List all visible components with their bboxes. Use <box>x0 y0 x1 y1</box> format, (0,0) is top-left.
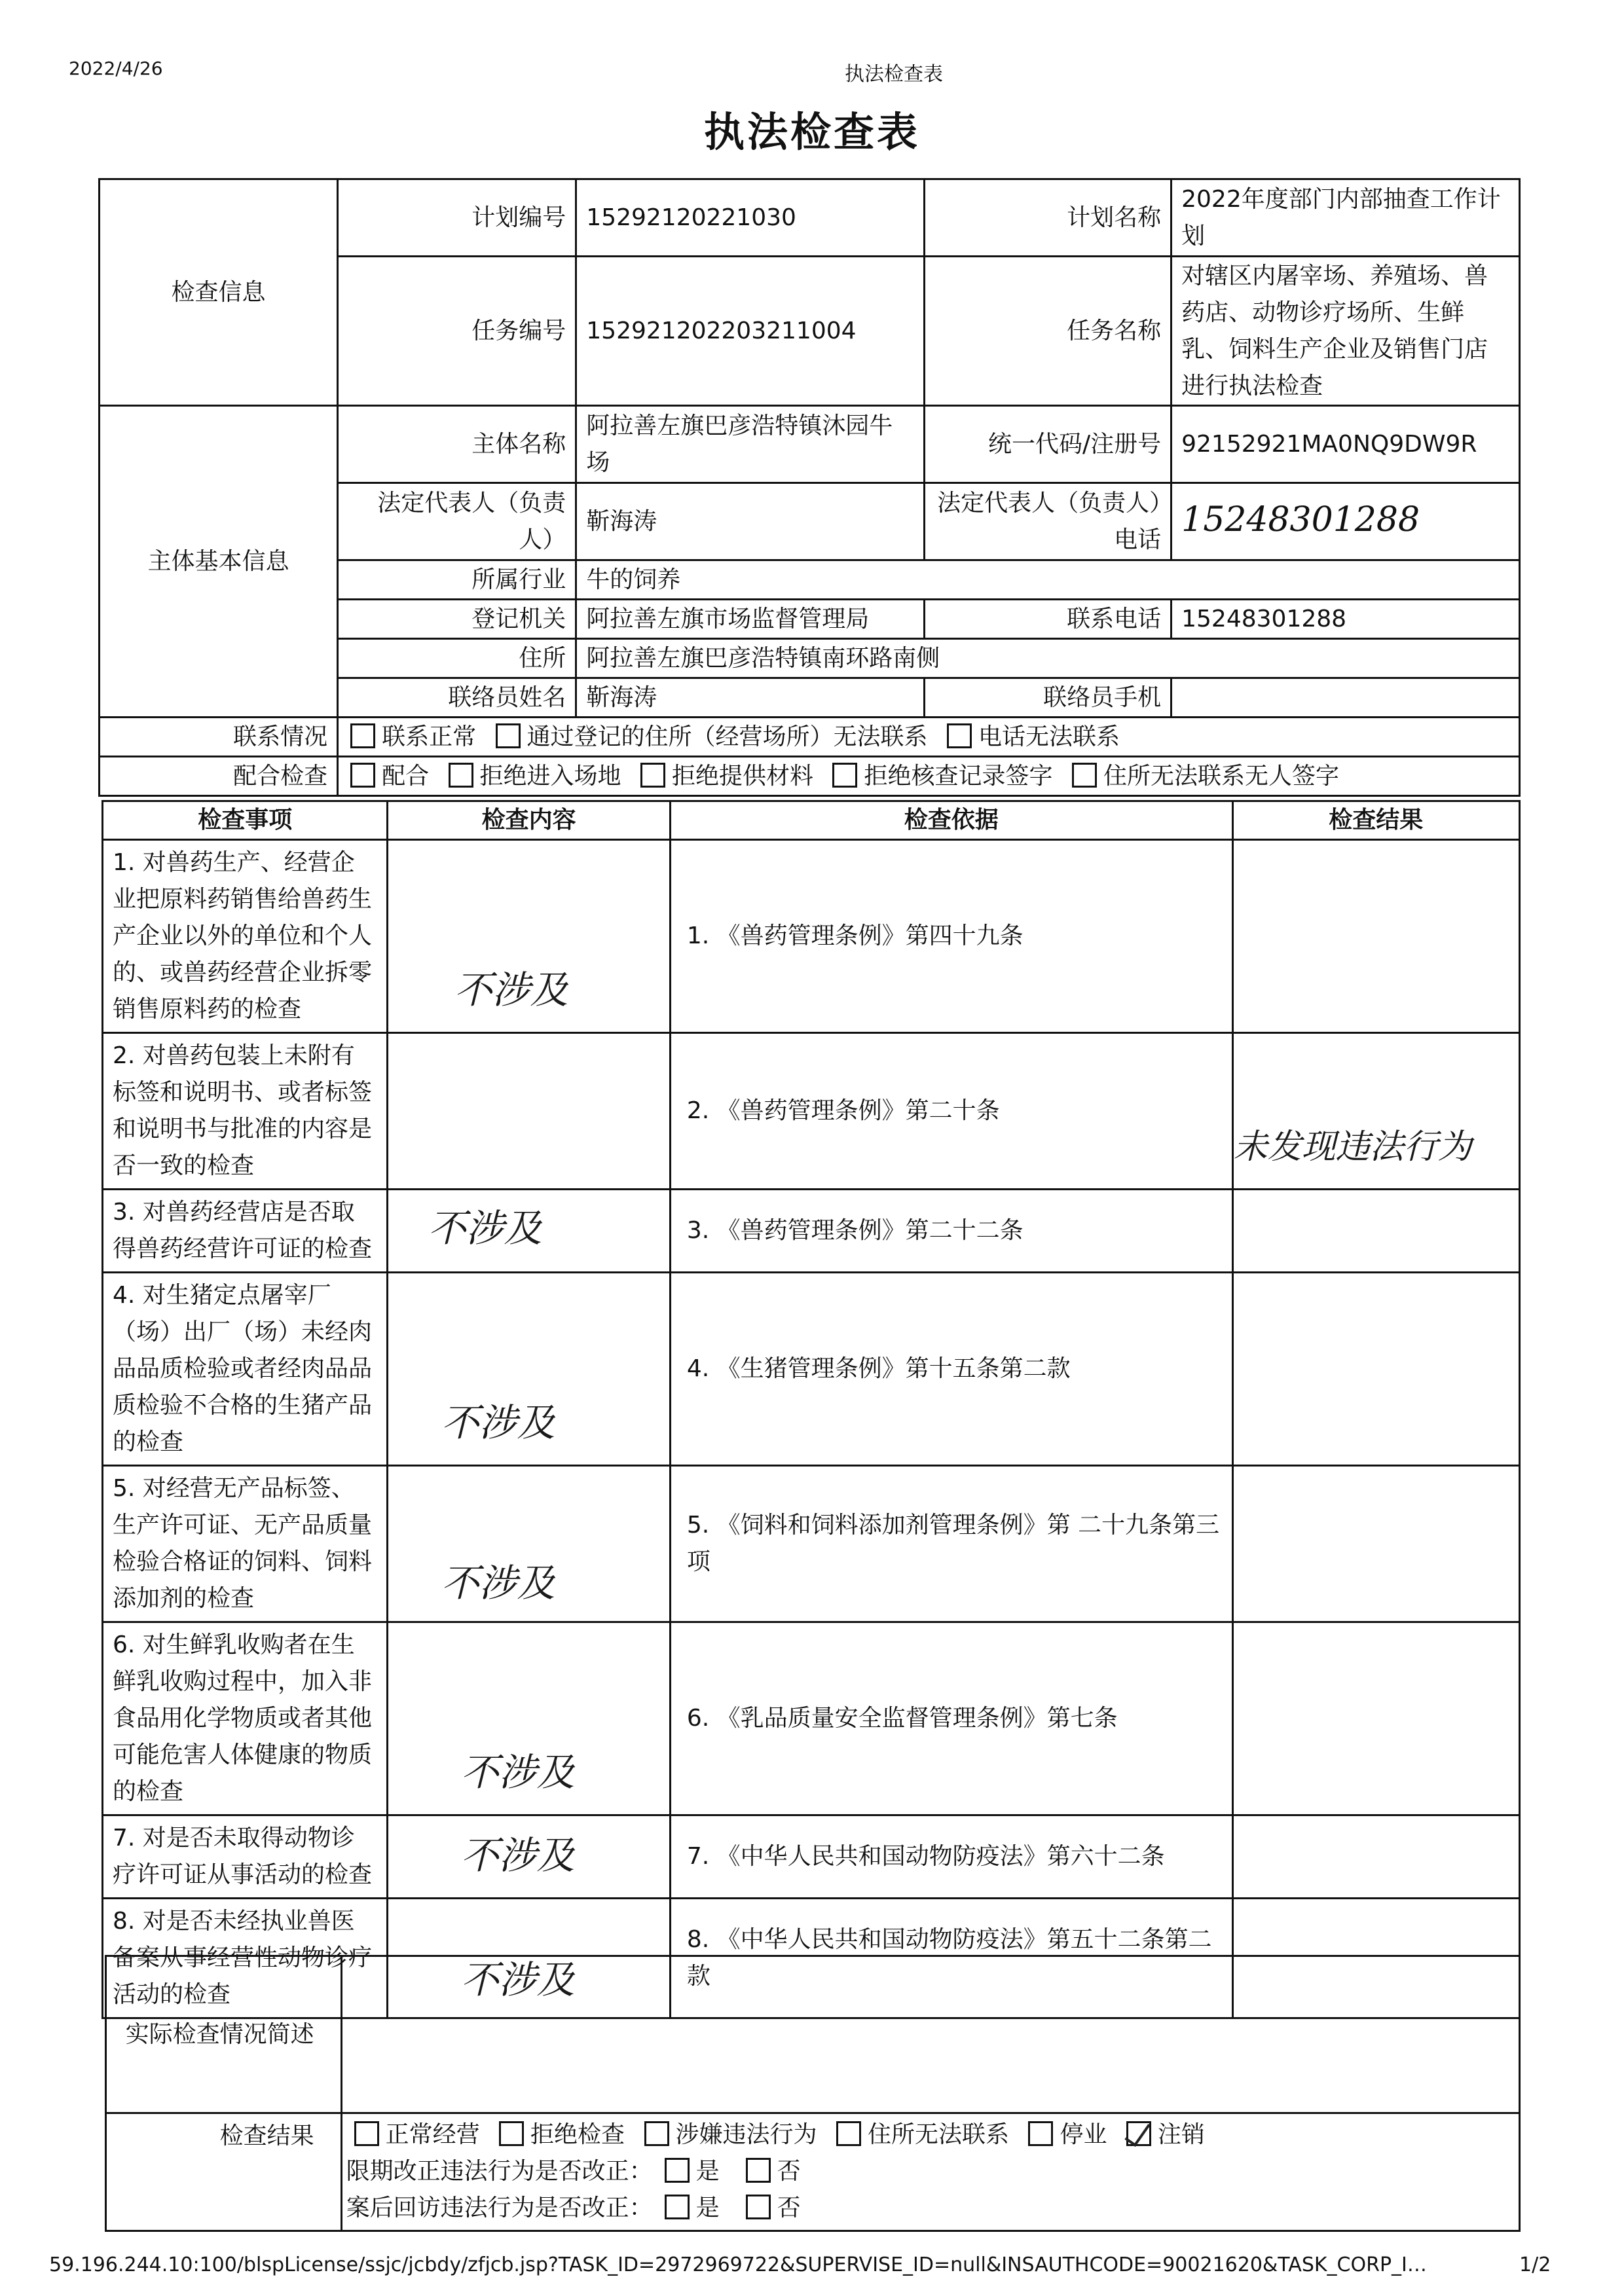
checkbox-result-deregistered[interactable] <box>1126 2121 1151 2146</box>
credit-code-label: 统一代码/注册号 <box>924 406 1171 483</box>
contact-status-options: 联系正常 通过登记的住所（经营场所）无法联系 电话无法联系 <box>338 718 1520 757</box>
item-cell: 4. 对生猪定点屠宰厂（场）出厂（场）未经肉品品质检验或者经肉品品质检验不合格的生猪产品的检查 <box>103 1273 388 1466</box>
basis-cell: 1. 《兽药管理条例》第四十九条 <box>670 840 1232 1033</box>
item-cell: 1. 对兽药生产、经营企业把原料药销售给兽药生产企业以外的单位和个人的、或兽药经营企业拆零销售原料药的检查 <box>103 840 388 1033</box>
table-row <box>103 1622 1520 1815</box>
basis-cell: 8. 《中华人民共和国动物防疫法》第五十二条第二款 <box>670 1899 1232 2018</box>
checkbox-result-unreachable[interactable] <box>836 2121 861 2146</box>
checkbox-rectify-yes[interactable] <box>665 2158 690 2183</box>
task-no-label: 任务编号 <box>338 257 576 406</box>
checkbox-coop-cooperate[interactable] <box>350 763 375 788</box>
checkbox-revisit-yes[interactable] <box>665 2195 690 2219</box>
basis-cell: 7. 《中华人民共和国动物防疫法》第六十二条 <box>670 1815 1232 1899</box>
print-page-title: 执法检查表 <box>845 63 943 86</box>
content-handwritten: 不涉及 <box>441 1561 555 1605</box>
result-cell <box>1232 1815 1519 1899</box>
revisit-question: 案后回访违法行为是否改正： <box>346 2195 653 2221</box>
content-handwritten: 不涉及 <box>460 1750 575 1795</box>
result-cell <box>1232 840 1519 1033</box>
result-cell <box>1232 1466 1519 1622</box>
result-options: 正常经营 拒绝检查 涉嫌违法行为 住所无法联系 停业 注销 限期改正违法行为是否改正： 是 否 案后回访违法行为是否改正： 是 否 <box>341 2113 1519 2231</box>
checkbox-result-suspended[interactable] <box>1028 2121 1053 2146</box>
col-item-header: 检查事项 <box>103 801 388 840</box>
task-no: 152921202203211004 <box>576 257 925 406</box>
checkbox-result-suspected[interactable] <box>644 2121 669 2146</box>
industry-label: 所属行业 <box>338 560 576 600</box>
basis-cell: 4. 《生猪管理条例》第十五条第二款 <box>670 1273 1232 1466</box>
table-row <box>103 1033 1520 1190</box>
liaison-name: 靳海涛 <box>576 678 925 718</box>
result-cell <box>1232 1190 1519 1273</box>
result-cell <box>1232 1273 1519 1466</box>
result-cell <box>1232 1622 1519 1815</box>
contact-phone: 15248301288 <box>1172 600 1520 639</box>
col-content-header: 检查内容 <box>388 801 670 840</box>
checkbox-coop-refuse-sign[interactable] <box>832 763 857 788</box>
summary-label: 实际检查情况简述 <box>106 1956 342 2113</box>
credit-code: 92152921MA0NQ9DW9R <box>1172 406 1520 483</box>
plan-no-label: 计划编号 <box>338 179 576 257</box>
print-date: 2022/4/26 <box>69 58 163 79</box>
item-cell: 7. 对是否未取得动物诊疗许可证从事活动的检查 <box>103 1815 388 1899</box>
table-row <box>103 1273 1520 1466</box>
checkbox-result-refuse[interactable] <box>499 2121 524 2146</box>
address-label: 住所 <box>338 639 576 678</box>
table-row <box>103 1190 1520 1273</box>
subject-name: 阿拉善左旗巴彦浩特镇沐园牛场 <box>576 406 925 483</box>
footer-page-number: 1/2 <box>1519 2253 1551 2276</box>
content-handwritten: 不涉及 <box>460 1833 575 1878</box>
subject-name-label: 主体名称 <box>338 406 576 483</box>
table-row <box>103 840 1520 1033</box>
content-handwritten: 不涉及 <box>441 1400 555 1445</box>
cooperation-label: 配合检查 <box>100 757 338 796</box>
checkbox-contact-address-unreachable[interactable] <box>496 723 521 748</box>
cooperation-options: 配合 拒绝进入场地 拒绝提供材料 拒绝核查记录签字 住所无法联系无人签字 <box>338 757 1520 796</box>
liaison-mobile-label: 联络员手机 <box>924 678 1171 718</box>
info-table <box>98 178 1521 797</box>
summary-text <box>341 1956 1519 2113</box>
col-basis-header: 检查依据 <box>670 801 1232 840</box>
item-cell: 6. 对生鲜乳收购者在生鲜乳收购过程中，加入非食品用化学物质或者其他可能危害人体健康的物质的检查 <box>103 1622 388 1815</box>
checkbox-contact-phone-unreachable[interactable] <box>947 723 972 748</box>
basis-cell: 6. 《乳品质量安全监督管理条例》第七条 <box>670 1622 1232 1815</box>
result-handwritten: 未发现违法行为 <box>1233 1127 1472 1167</box>
inspection-info-label: 检查信息 <box>100 179 338 406</box>
content-cell <box>388 1033 670 1190</box>
reg-authority: 阿拉善左旗市场监督管理局 <box>576 600 925 639</box>
address: 阿拉善左旗巴彦浩特镇南环路南侧 <box>576 639 1520 678</box>
task-name: 对辖区内屠宰场、养殖场、兽药店、动物诊疗场所、生鲜乳、饲料生产企业及销售门店进行执法检查 <box>1172 257 1520 406</box>
industry: 牛的饲养 <box>576 560 1520 600</box>
content-handwritten: 不涉及 <box>428 1206 542 1250</box>
result-label: 检查结果 <box>106 2113 342 2231</box>
task-name-label: 任务名称 <box>924 257 1171 406</box>
legal-rep-label: 法定代表人（负责人） <box>338 483 576 560</box>
item-cell: 5. 对经营无产品标签、生产许可证、无产品质量检验合格证的饲料、饲料添加剂的检查 <box>103 1466 388 1622</box>
rectify-question: 限期改正违法行为是否改正： <box>346 2158 653 2185</box>
checkbox-coop-refuse-entry[interactable] <box>449 763 473 788</box>
reg-authority-label: 登记机关 <box>338 600 576 639</box>
checkbox-revisit-no[interactable] <box>746 2195 771 2219</box>
footer-url[interactable]: 59.196.244.10:100/blspLicense/ssjc/jcbdy/zfjcb.jsp?TASK_ID=2972969722&SUPERVISE_ID=null&INSAUTHCODE=90021620&TASK_CORP_I… <box>49 2253 1427 2276</box>
subject-info-label: 主体基本信息 <box>100 406 338 718</box>
plan-name-label: 计划名称 <box>924 179 1171 257</box>
table-row <box>103 1815 1520 1899</box>
liaison-mobile <box>1172 678 1520 718</box>
basis-cell: 2. 《兽药管理条例》第二十条 <box>670 1033 1232 1190</box>
checkbox-coop-refuse-materials[interactable] <box>640 763 665 788</box>
item-cell: 3. 对兽药经营店是否取得兽药经营许可证的检查 <box>103 1190 388 1273</box>
table-row <box>103 1466 1520 1622</box>
items-table <box>101 800 1521 2019</box>
col-result-header: 检查结果 <box>1232 801 1519 840</box>
item-cell: 2. 对兽药包装上未附有标签和说明书、或者标签和说明书与批准的内容是否一致的检查 <box>103 1033 388 1190</box>
content-handwritten: 不涉及 <box>454 968 568 1012</box>
summary-table <box>105 1955 1521 2232</box>
plan-no: 15292120221030 <box>576 179 925 257</box>
legal-rep-phone-label: 法定代表人（负责人）电话 <box>924 483 1171 560</box>
contact-phone-label: 联系电话 <box>924 600 1171 639</box>
checkbox-rectify-no[interactable] <box>746 2158 771 2183</box>
plan-name: 2022年度部门内部抽查工作计划 <box>1172 179 1520 257</box>
basis-cell: 3. 《兽药管理条例》第二十二条 <box>670 1190 1232 1273</box>
legal-rep: 靳海涛 <box>576 483 925 560</box>
content-handwritten: 不涉及 <box>460 1958 575 2002</box>
basis-cell: 5. 《饲料和饲料添加剂管理条例》第 二十九条第三项 <box>670 1466 1232 1622</box>
form-title: 执法检查表 <box>703 108 920 156</box>
item-cell: 8. 对是否未经执业兽医备案从事经营性动物诊疗活动的检查 <box>103 1899 388 2018</box>
contact-status-label: 联系情况 <box>100 718 338 757</box>
checkbox-coop-nobody-sign[interactable] <box>1072 763 1097 788</box>
legal-rep-phone-handwritten: 15248301288 <box>1181 500 1420 539</box>
liaison-name-label: 联络员姓名 <box>338 678 576 718</box>
checkbox-contact-normal[interactable] <box>350 723 375 748</box>
checkbox-result-normal[interactable] <box>354 2121 379 2146</box>
